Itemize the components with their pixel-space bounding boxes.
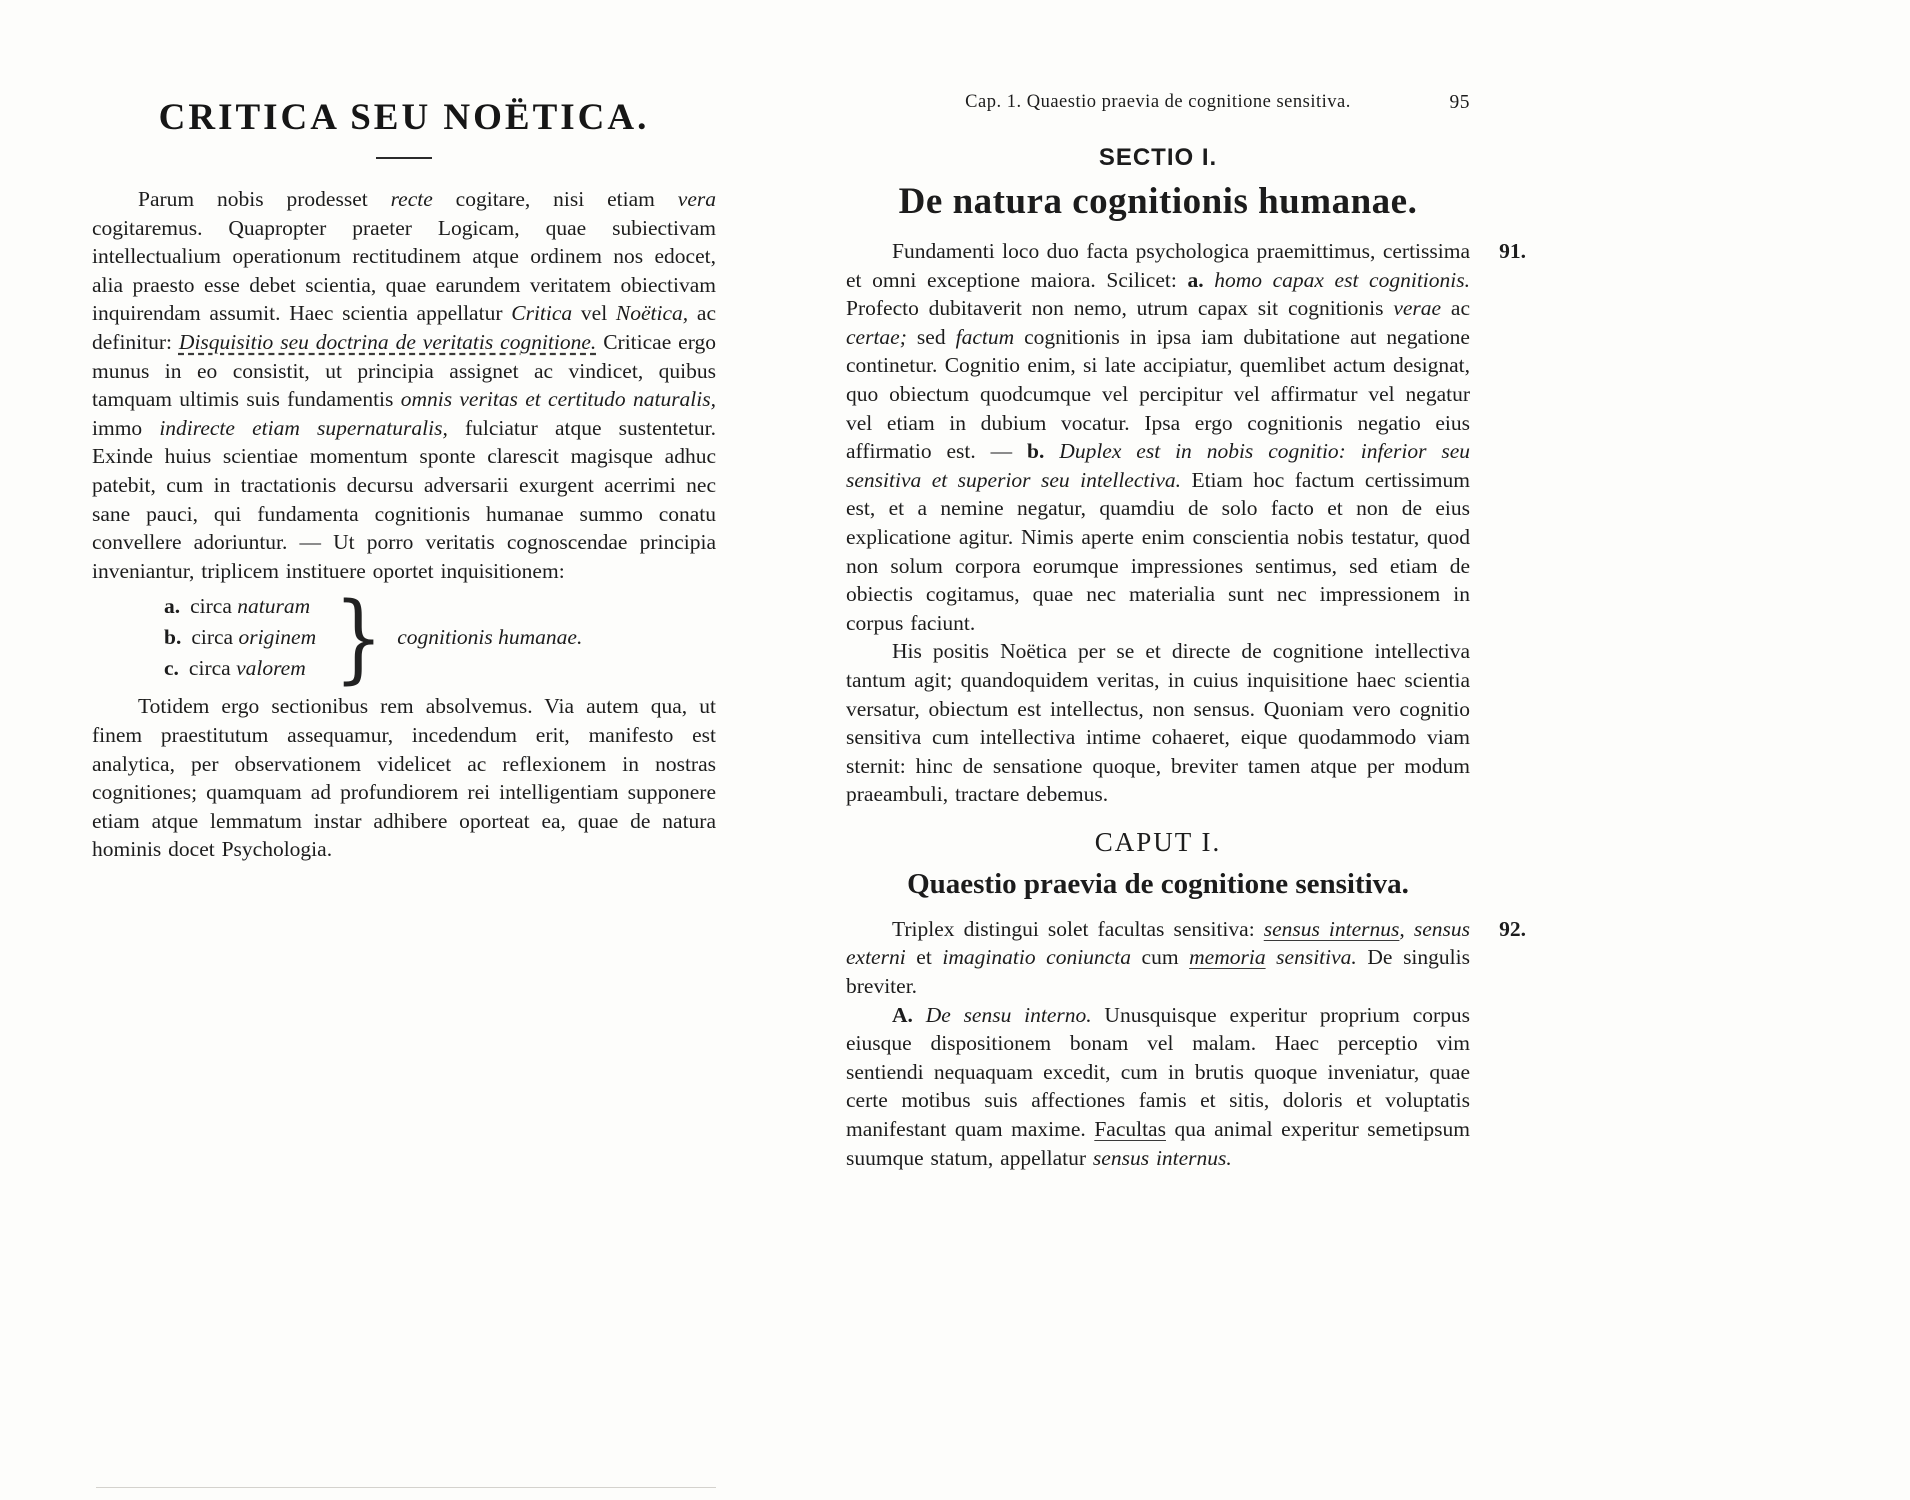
right-paragraph-2: His positis Noëtica per se et directe de cognitione intellectiva tantum agit; quandoquidem veritas, in cuius inquisitione haec scientia versatur, obiectum est intellectus, non sensus. Quoniam vero cognitio sensitiva cum intellectiva intime cohaeret, eique quodammodo viam sternit: hinc de sensatione quoque, breviter tamen atque per modum praeambuli, tractare debemus. [846,639,1470,807]
title-divider-rule [376,157,432,159]
right-paragraph-1-wrap [846,237,1526,637]
right-paragraph-3-wrap [846,915,1526,1001]
inquiry-list-items [164,591,316,684]
list-item-c-label: c. [164,656,179,681]
list-item-a-text: circa naturam [190,594,311,619]
inquiry-list [164,581,716,694]
margin-number-91: 91. [1499,239,1526,263]
list-item-b [164,622,316,653]
left-page-title: CRITICA SEU NOËTICA. [158,97,650,138]
brace-glyph: } [334,581,384,694]
page-bottom-edge [96,1487,716,1488]
running-header-text: Cap. 1. Quaestio praevia de cognitione sensitiva. [965,92,1351,112]
right-page [846,92,1526,1172]
caput-title: Quaestio praevia de cognitione sensitiva. [907,867,1409,900]
left-paragraph-1: Parum nobis prodesset recte cogitare, nisi etiam vera cogitaremus. Quapropter praeter Logicam, quae subiectivam intellectualium operationum rectitudinem atque ordinem nos edocet, alia praesto esse debet scientia, quae earundem veritatem obiectivam inquirendam assumit. Haec scientia appellatur Critica vel Noëtica, ac definitur: Disquisitio seu doctrina de veritatis cognitione. Criticae ergo munus in eo consistit, ut principia assignet ac vindicet, quibus tamquam ultimis suis fundamentis omnis veritas et certitudo naturalis, immo indirecte etiam supernaturalis, fulciatur atque sustentetur. Exinde huius scientiae momentum sponte clarescit magisque adhuc patebit, cum in tractationis decursu adversarii exurgent acerrimi nec sane pauci, qui fundamenta cognitionis humanae summo conatu convellere adoriuntur. — Ut porro veritatis cognoscendae principia inveniantur, triplicem instituere oportet inquisitionem: [92,187,716,583]
right-paragraph-1: Fundamenti loco duo facta psychologica praemittimus, certissima et omni exceptione maiora. Scilicet: a. homo capax est cognitionis. Profecto dubitaverit non nemo, utrum capax sit cognitionis verae ac certae; sed factum cognitionis in ipsa iam dubitatione aut negatione continetur. Cognitio enim, si late accipiatur, quemlibet actum designat, quo obiectum quodcumque vel percipitur vel affirmatur vel negatur vel etiam in dubium vocatur. Ipsa ergo cognitionis negatio eius affirmatio est. — b. Duplex est in nobis cognitio: inferior seu sensitiva et superior seu intellectiva. Etiam hoc factum certissimum est, et a nemine negatur, quamdiu de solo facto et non de eius explicatione agitur. Nimis aperte enim conscientia nobis testatur, quod non solum corpora eorumque impressiones sentimus, sed etiam de obiectis cogitamus, quae nec materialia sunt nec impressionem in corpus faciunt. [846,239,1470,635]
list-item-a-label: a. [164,594,181,619]
sectio-heading: SECTIO I. [1098,144,1218,171]
page-number: 95 [1449,92,1470,113]
list-item-c [164,653,316,684]
list-item-a [164,591,316,622]
left-page [92,96,716,864]
list-item-c-text: circa valorem [188,656,306,681]
sectio-title: De natura cognitionis humanae. [898,181,1418,222]
inquiry-list-caption: cognitionis humanae. [397,625,583,650]
right-paragraph-3: Triplex distingui solet facultas sensitiva: sensus internus, sensus externi et imaginatio coniuncta cum memoria sensitiva. De singulis breviter. [846,916,1470,999]
left-paragraph-2: Totidem ergo sectionibus rem absolvemus. Via autem qua, ut finem praestitutum assequamur, incedendum erit, manifesto est analytica, per observationem videlicet ac reflexionem in nostras cognitiones; quamquam ad profundiorem rei intelligentiam supponere etiam atque lemmatum instar adhibere oporteat ea, quae de natura hominis docet Psychologia. [92,694,716,862]
caput-heading: CAPUT I. [1094,826,1222,857]
running-header [846,92,1470,120]
margin-number-92: 92. [1499,916,1526,941]
right-paragraph-4: A. De sensu interno. Unusquisque experitur proprium corpus eiusque dispositionem bonam vel malam. Haec perceptio vim sentiendi nequaquam excedit, cum in brutis quoque inveniatur, quae certe motibus suis affectiones famis et sitis, doloris et voluptatis manifestant quam maxime. Facultas qua animal experitur semetipsum suumque statum, appellatur sensus internus. [846,1002,1471,1170]
list-item-b-text: circa originem [191,625,317,650]
list-item-b-label: b. [164,625,182,650]
